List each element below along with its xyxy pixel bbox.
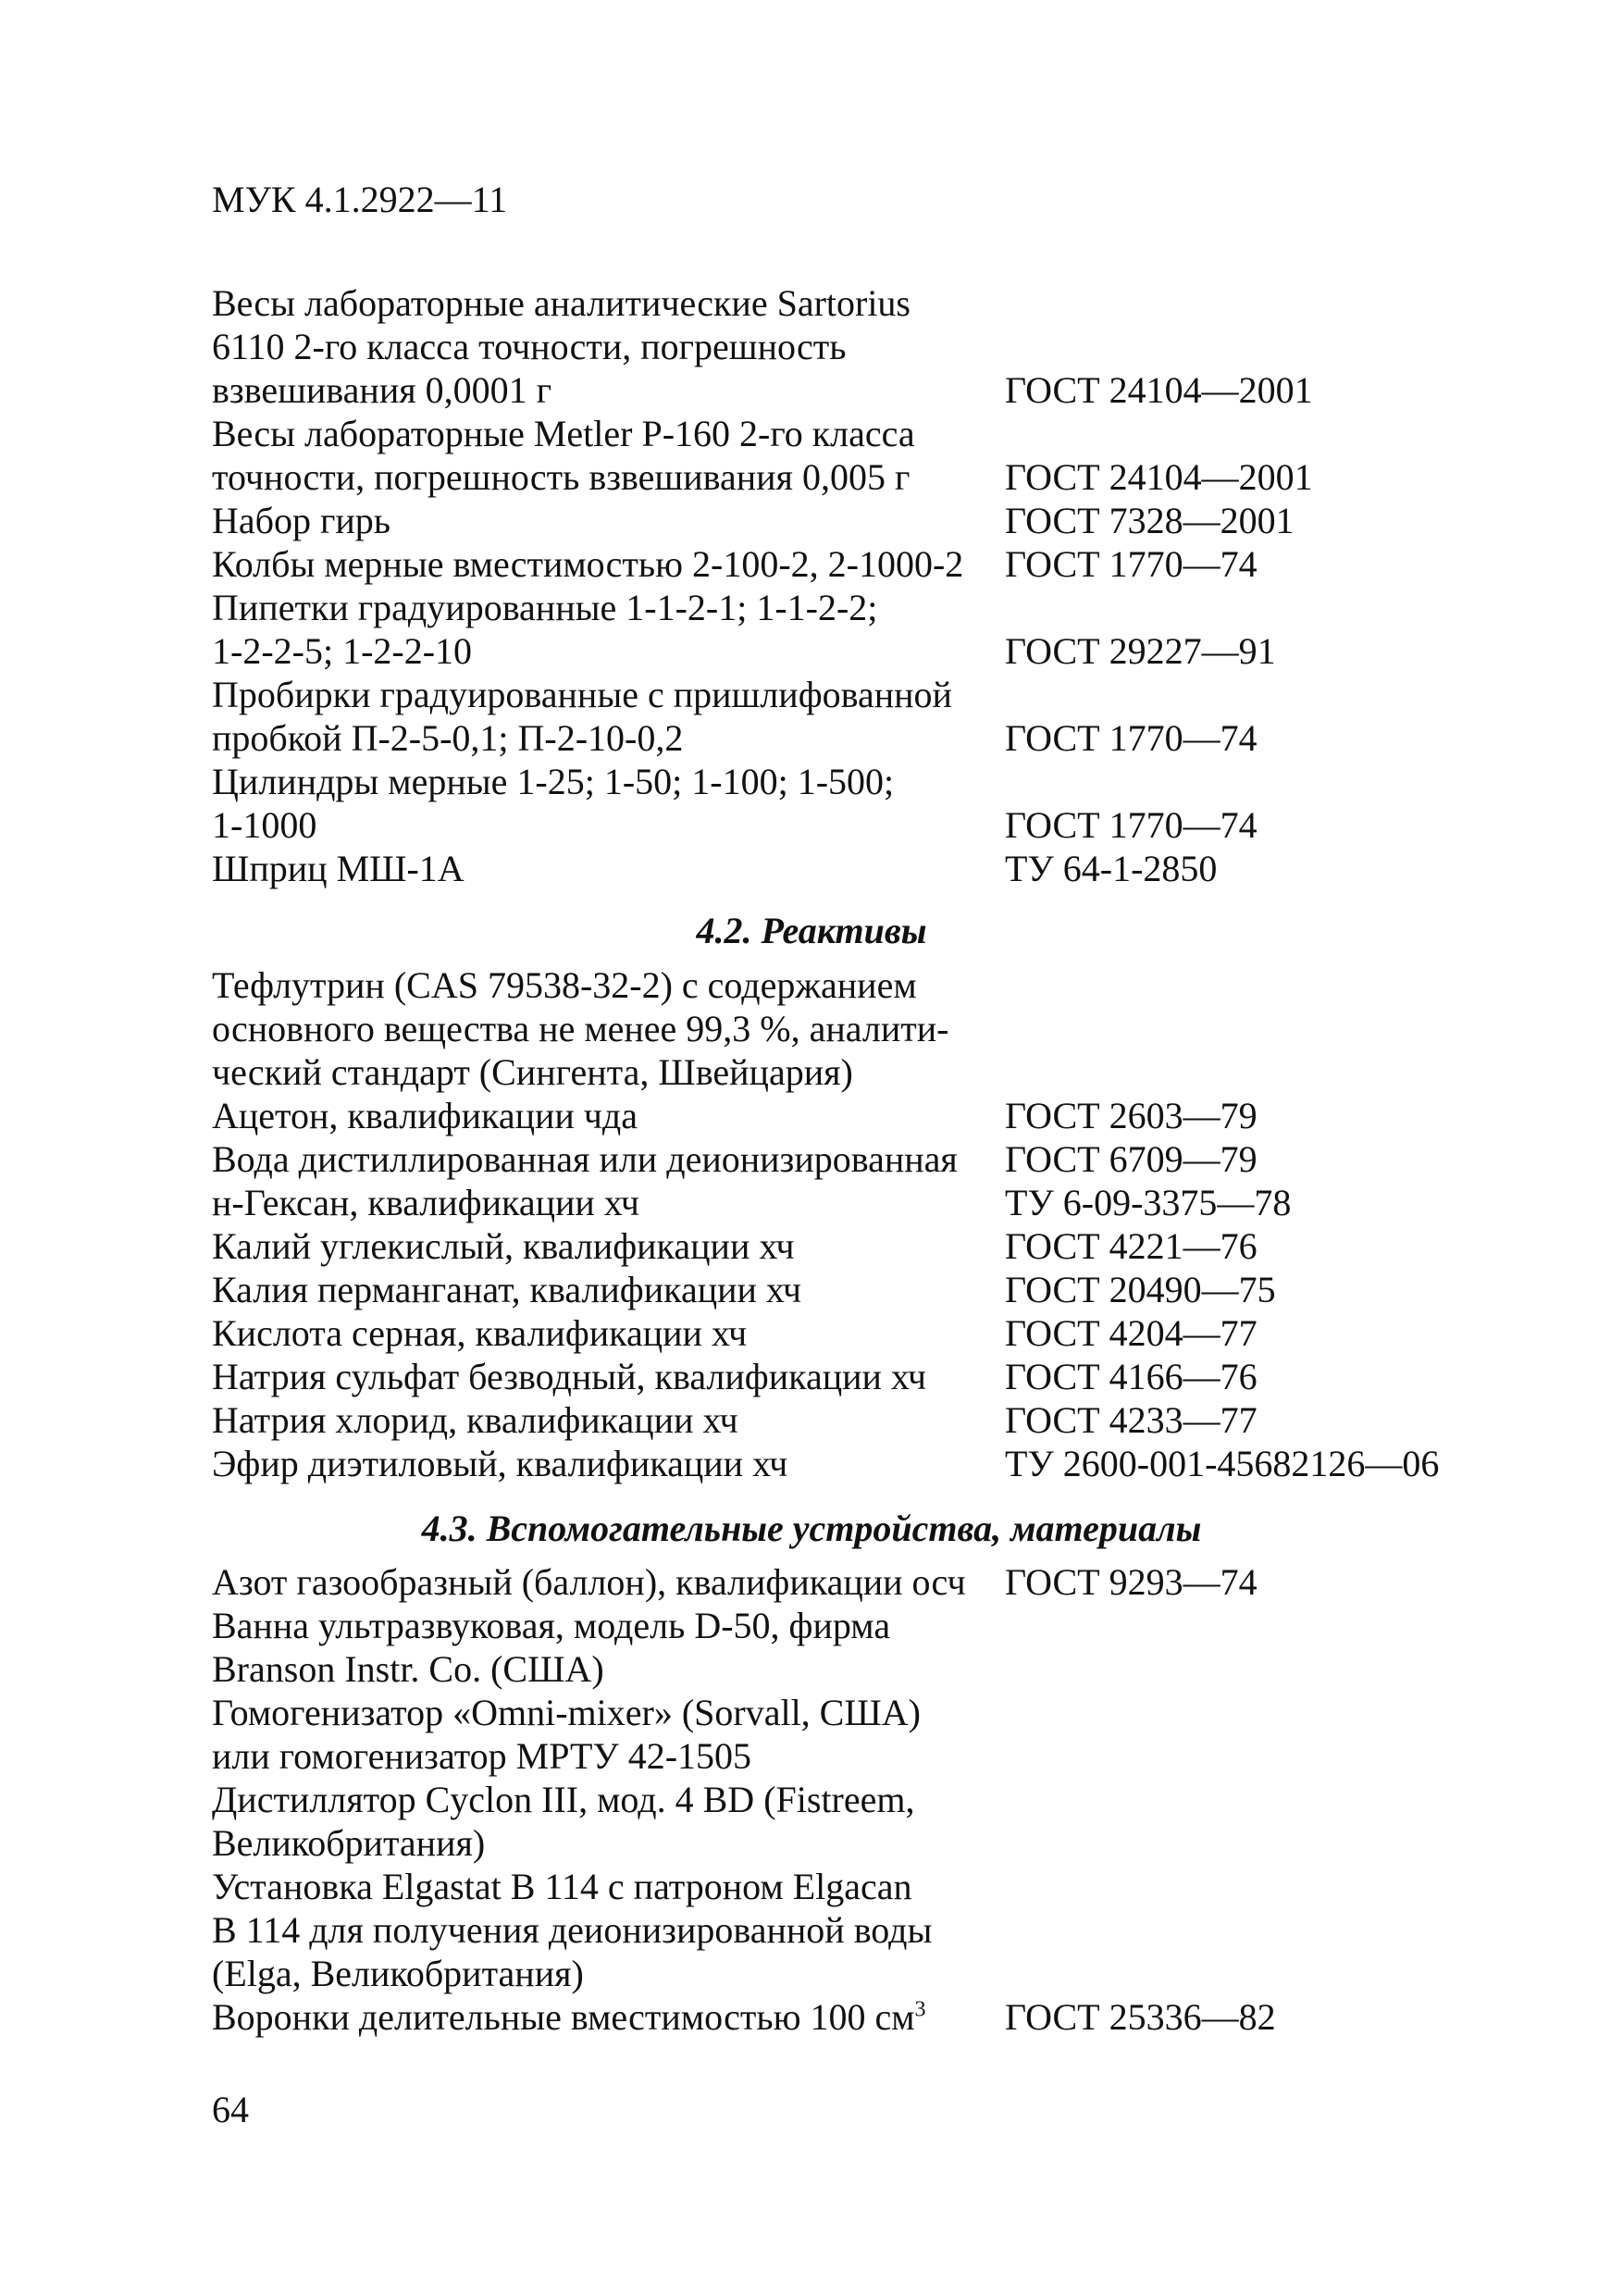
list-line xyxy=(212,1647,1526,1691)
item-text: Кислота серная, квалификации хч xyxy=(212,1312,748,1354)
item-text: Натрия сульфат безводный, квалификации хч xyxy=(212,1356,927,1397)
item-text: основного вещества не менее 99,3 %, аналити- xyxy=(212,1008,949,1049)
standard-ref: ГОСТ 4221—76 xyxy=(1005,1225,1258,1267)
item-text: Цилиндры мерные 1-25; 1-50; 1-100; 1-500; xyxy=(212,761,895,802)
standard-ref: ГОСТ 4204—77 xyxy=(1005,1312,1258,1354)
standard-ref: ТУ 64-1-2850 xyxy=(1005,848,1218,889)
item-text: Великобритания) xyxy=(212,1822,486,1864)
item-text: 6110 2-го класса точности, погрешность xyxy=(212,326,847,367)
list-line xyxy=(212,963,1526,1007)
list-line xyxy=(212,1050,1526,1094)
list-line xyxy=(212,1778,1526,1821)
item-text: 1-1000 xyxy=(212,804,317,846)
standard-ref: ГОСТ 1770—74 xyxy=(1005,717,1258,759)
reagents-list xyxy=(212,963,1526,1485)
list-line xyxy=(212,1311,1526,1355)
item-text-main: Воронки делительные вместимостью 100 см xyxy=(212,1996,915,2038)
standard-ref: ГОСТ 9293—74 xyxy=(1005,1561,1258,1603)
item-text: Эфир диэтиловый, квалификации хч xyxy=(212,1443,788,1484)
section-heading-reagents: 4.2. Реактивы xyxy=(696,910,927,951)
item-text: н-Гексан, квалификации хч xyxy=(212,1182,639,1223)
item-text: Калий углекислый, квалификации хч xyxy=(212,1225,795,1267)
item-text: (Elga, Великобритания) xyxy=(212,1953,584,1994)
superscript-unit: 3 xyxy=(914,1997,926,2022)
aux-list xyxy=(212,1560,1526,2039)
item-text: Дистиллятор Cyclon III, мод. 4 BD (Fistreem, xyxy=(212,1779,915,1820)
standard-ref: ГОСТ 4233—77 xyxy=(1005,1399,1258,1441)
running-header: МУК 4.1.2922—11 xyxy=(212,179,508,220)
standard-ref: ГОСТ 20490—75 xyxy=(1005,1269,1276,1310)
item-text: взвешивания 0,0001 г xyxy=(212,369,552,411)
section-heading-aux: 4.3. Вспомогательные устройства, материалы xyxy=(421,1508,1202,1549)
standard-ref: ГОСТ 1770—74 xyxy=(1005,804,1258,846)
list-line xyxy=(212,586,1526,629)
item-text: Азот газообразный (баллон), квалификации осч xyxy=(212,1561,966,1603)
equipment-list xyxy=(212,281,1526,890)
list-line xyxy=(212,455,1526,499)
item-text: Branson Instr. Co. (США) xyxy=(212,1648,604,1690)
list-line xyxy=(212,629,1526,673)
item-text: точности, погрешность взвешивания 0,005 г xyxy=(212,456,911,498)
item-text: Натрия хлорид, квалификации хч xyxy=(212,1399,738,1441)
item-text: Пробирки градуированные с пришлифованной xyxy=(212,674,952,715)
standard-ref: ГОСТ 1770—74 xyxy=(1005,543,1258,585)
item-text: Ацетон, квалификации чда xyxy=(212,1095,638,1136)
list-line xyxy=(212,1181,1526,1224)
standard-ref: ГОСТ 7328—2001 xyxy=(1005,500,1295,541)
standard-ref: ГОСТ 6709—79 xyxy=(1005,1138,1258,1180)
list-line xyxy=(212,1691,1526,1734)
list-line xyxy=(212,1604,1526,1647)
list-line xyxy=(212,1560,1526,1604)
list-line xyxy=(212,1995,1526,2039)
item-text: пробкой П-2-5-0,1; П-2-10-0,2 xyxy=(212,717,684,759)
list-line xyxy=(212,325,1526,368)
list-line xyxy=(212,1952,1526,1995)
list-line xyxy=(212,412,1526,455)
page-number: 64 xyxy=(212,2089,249,2130)
list-line xyxy=(212,673,1526,716)
list-line xyxy=(212,1865,1526,1908)
list-line xyxy=(212,1908,1526,1952)
list-line xyxy=(212,1268,1526,1311)
standard-ref: ГОСТ 24104—2001 xyxy=(1005,456,1313,498)
list-line xyxy=(212,760,1526,803)
list-line xyxy=(212,803,1526,847)
list-line xyxy=(212,499,1526,542)
list-line xyxy=(212,542,1526,586)
list-line xyxy=(212,1094,1526,1137)
item-text: Колбы мерные вместимостью 2-100-2, 2-1000-2 xyxy=(212,543,964,585)
standard-ref: ТУ 2600-001-45682126—06 xyxy=(1005,1443,1440,1484)
item-text: ческий стандарт (Сингента, Швейцария) xyxy=(212,1051,853,1093)
list-line xyxy=(212,1007,1526,1050)
list-line xyxy=(212,716,1526,760)
item-text: Калия перманганат, квалификации хч xyxy=(212,1269,802,1310)
list-line xyxy=(212,847,1526,890)
item-text: Гомогенизатор «Omni-mixer» (Sorvall, США) xyxy=(212,1692,921,1733)
item-text xyxy=(212,1995,926,2039)
item-text: B 114 для получения деионизированной воды xyxy=(212,1909,933,1951)
list-line xyxy=(212,1734,1526,1778)
item-text: Весы лабораторные Metler P-160 2-го класса xyxy=(212,413,915,454)
list-line xyxy=(212,1398,1526,1442)
item-text: Пипетки градуированные 1-1-2-1; 1-1-2-2; xyxy=(212,587,878,628)
standard-ref: ГОСТ 4166—76 xyxy=(1005,1356,1258,1397)
standard-ref: ГОСТ 24104—2001 xyxy=(1005,369,1313,411)
standard-ref: ТУ 6-09-3375—78 xyxy=(1005,1182,1292,1223)
list-line xyxy=(212,1355,1526,1398)
item-text: Вода дистиллированная или деионизированная xyxy=(212,1138,958,1180)
item-text: Набор гирь xyxy=(212,500,391,541)
list-line xyxy=(212,368,1526,412)
item-text: Шприц МШ-1А xyxy=(212,848,465,889)
list-line xyxy=(212,1137,1526,1181)
standard-ref: ГОСТ 25336—82 xyxy=(1005,1996,1276,2038)
item-text: Весы лабораторные аналитические Sartorius xyxy=(212,282,911,324)
item-text: Ванна ультразвуковая, модель D-50, фирма xyxy=(212,1605,891,1646)
standard-ref: ГОСТ 29227—91 xyxy=(1005,630,1276,672)
item-text: Установка Elgastat B 114 с патроном Elgacan xyxy=(212,1866,912,1907)
list-line xyxy=(212,1442,1526,1485)
list-line xyxy=(212,1821,1526,1865)
item-text: или гомогенизатор МРТУ 42-1505 xyxy=(212,1735,752,1777)
standard-ref: ГОСТ 2603—79 xyxy=(1005,1095,1258,1136)
item-text: 1-2-2-5; 1-2-2-10 xyxy=(212,630,473,672)
list-line xyxy=(212,1224,1526,1268)
item-text: Тефлутрин (CAS 79538-32-2) с содержанием xyxy=(212,964,917,1006)
list-line xyxy=(212,281,1526,325)
